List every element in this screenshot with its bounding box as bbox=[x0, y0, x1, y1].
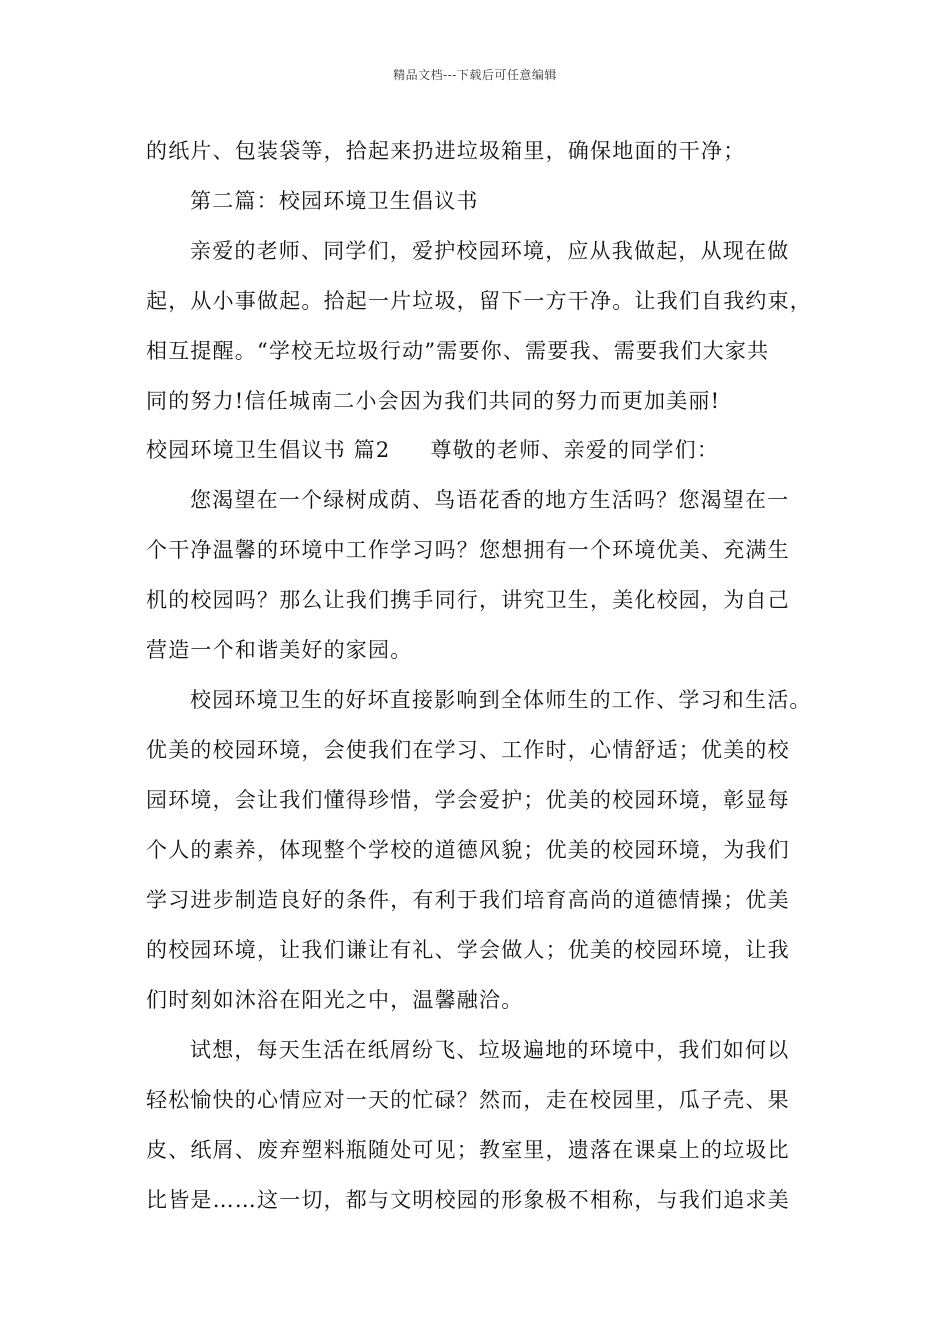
greeting: 尊敬的老师、亲爱的同学们： bbox=[430, 438, 720, 462]
text-line: 的校园环境，让我们谦让有礼、学会做人；优美的校园环境，让我 bbox=[146, 938, 790, 962]
text-line: 学习进步制造良好的条件，有利于我们培育高尚的道德情操；优美 bbox=[146, 888, 790, 912]
text-line: 机的校园吗？那么让我们携手同行，讲究卫生，美化校园，为自己 bbox=[146, 588, 790, 612]
text-line: 试想，每天生活在纸屑纷飞、垃圾遍地的环境中，我们如何以 bbox=[190, 1038, 790, 1062]
text-line: 优美的校园环境，会使我们在学习、工作时，心情舒适；优美的校 bbox=[146, 738, 790, 762]
text-line: 比皆是……这一切，都与文明校园的形象极不相称，与我们追求美 bbox=[146, 1188, 790, 1212]
text-line: 们时刻如沐浴在阳光之中，温馨融洽。 bbox=[146, 988, 524, 1012]
text-line: 亲爱的老师、同学们，爱护校园环境，应从我做起，从现在做 bbox=[190, 239, 790, 263]
text-line: 个干净温馨的环境中工作学习吗？您想拥有一个环境优美、充满生 bbox=[146, 538, 790, 562]
section-heading: 第二篇：校园环境卫生倡议书 bbox=[190, 189, 479, 213]
page-header: 精品文档---下载后可任意编辑 bbox=[393, 68, 557, 82]
text-line: 皮、纸屑、废弃塑料瓶随处可见；教室里，遗落在课桌上的垃圾比 bbox=[146, 1138, 790, 1162]
text-line: 您渴望在一个绿树成荫、鸟语花香的地方生活吗？您渴望在一 bbox=[190, 488, 790, 512]
text-line: 相互提醒。“学校无垃圾行动”需要你、需要我、需要我们大家共 bbox=[146, 339, 770, 363]
section-title: 校园环境卫生倡议书 篇2 bbox=[146, 438, 391, 462]
text-line: 同的努力!信任城南二小会因为我们共同的努力而更加美丽! bbox=[146, 389, 721, 413]
text-line: 的纸片、包装袋等，拾起来扔进垃圾箱里，确保地面的干净； bbox=[146, 139, 746, 163]
text-line: 个人的素养，体现整个学校的道德风貌；优美的校园环境，为我们 bbox=[146, 838, 790, 862]
text-line: 校园环境卫生的好坏直接影响到全体师生的工作、学习和生活。 bbox=[190, 688, 812, 712]
text-line: 轻松愉快的心情应对一天的忙碌？然而，走在校园里，瓜子壳、果 bbox=[146, 1088, 790, 1112]
text-line: 起，从小事做起。拾起一片垃圾，留下一方干净。让我们自我约束， bbox=[146, 289, 812, 313]
text-line: 营造一个和谐美好的家园。 bbox=[146, 638, 413, 662]
section-title-line bbox=[146, 436, 719, 464]
text-line: 园环境，会让我们懂得珍惜，学会爱护；优美的校园环境，彰显每 bbox=[146, 788, 790, 812]
